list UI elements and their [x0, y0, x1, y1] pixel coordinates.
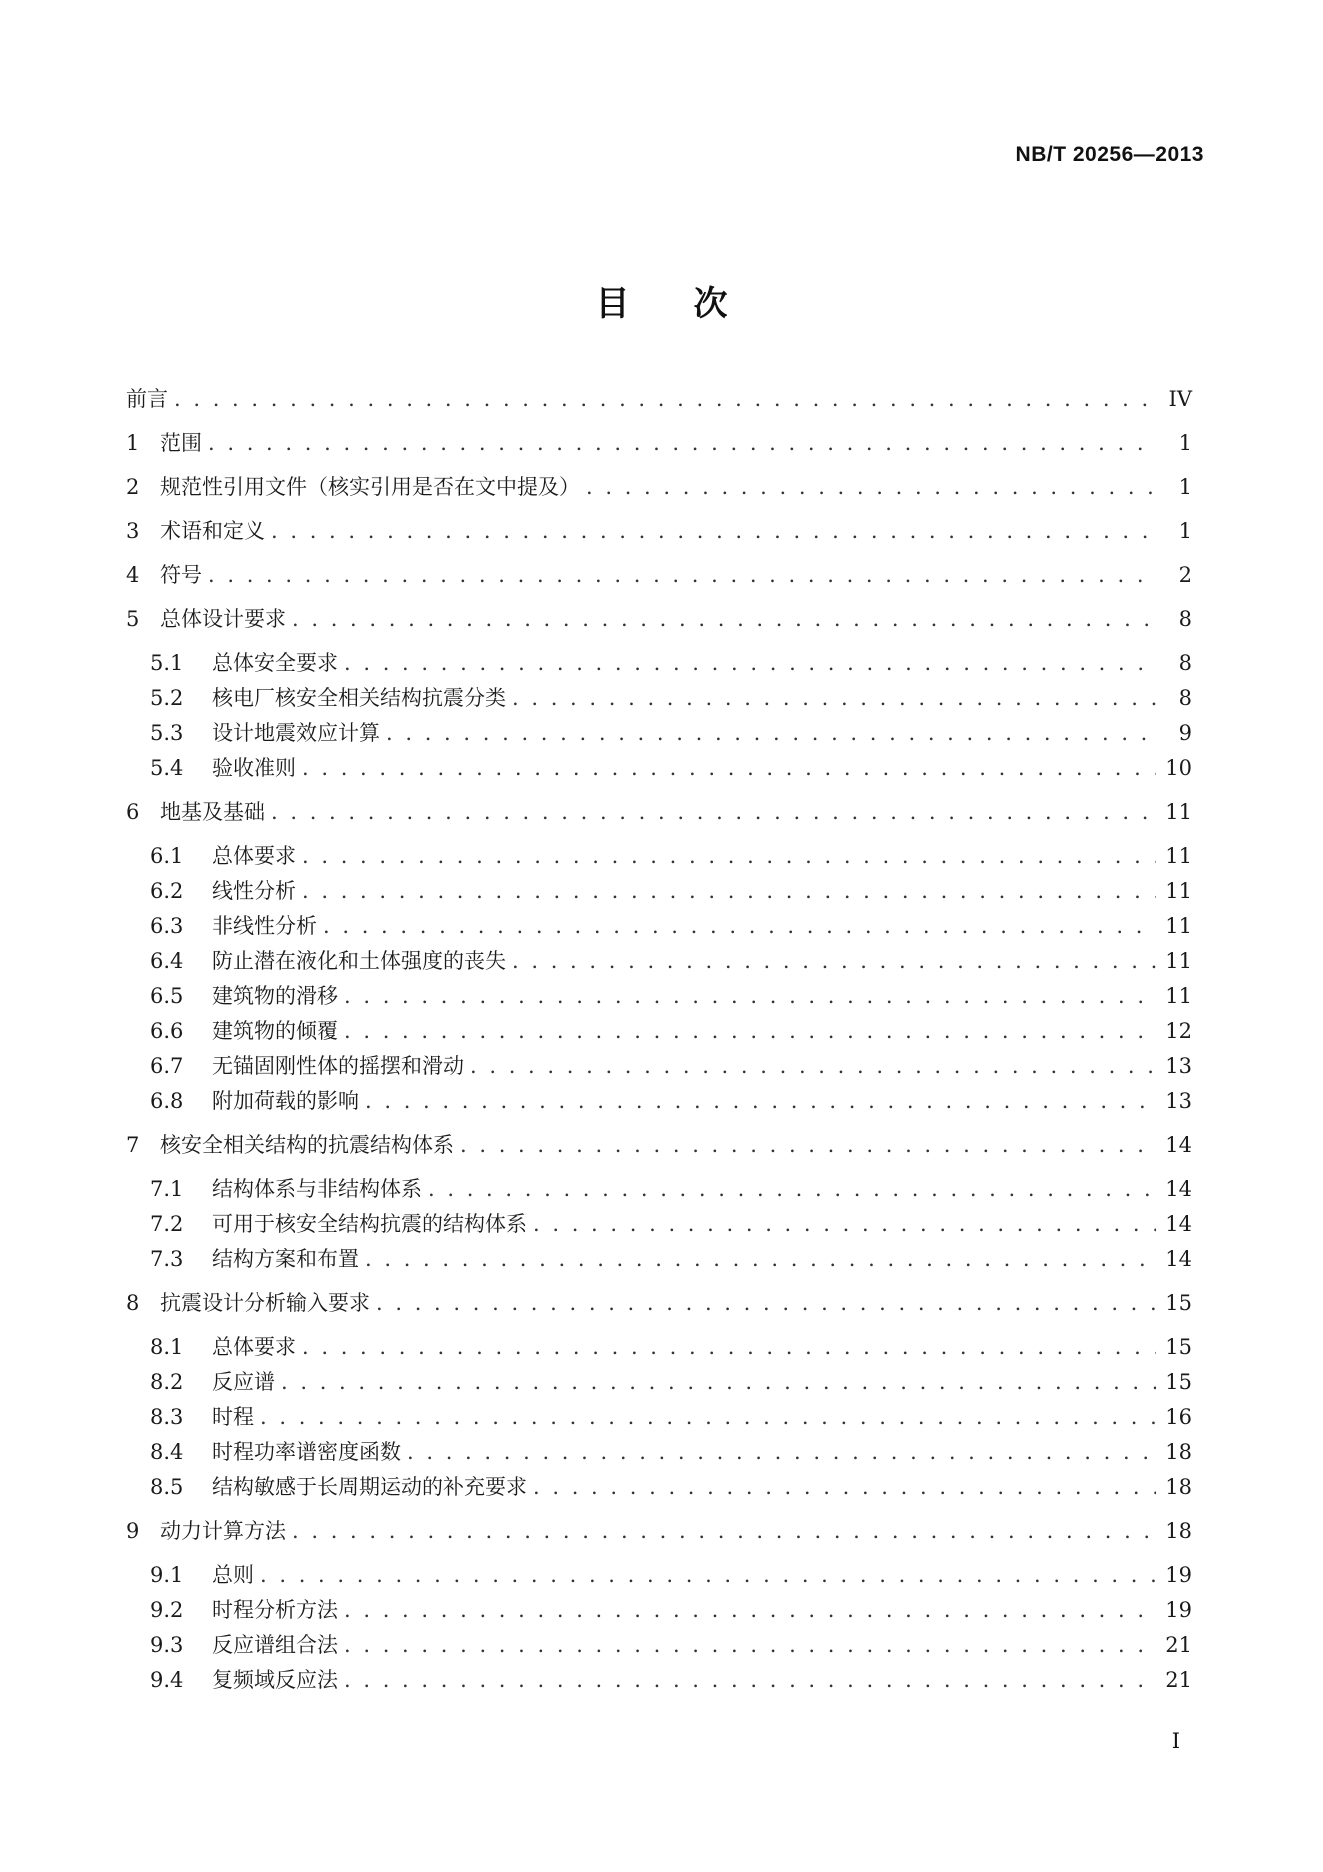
toc-entry-label: 核电厂核安全相关结构抗震分类 — [212, 686, 506, 710]
toc-section-entry[interactable] — [126, 1053, 1192, 1088]
dot-leader — [344, 1597, 1156, 1623]
dot-leader — [470, 1053, 1156, 1079]
toc-entry-page: 16 — [1165, 1405, 1192, 1429]
dot-leader — [174, 386, 1156, 412]
toc-entry-label: 线性分析 — [212, 879, 296, 903]
dot-leader — [533, 1211, 1156, 1237]
toc-entry-page: 1 — [1178, 519, 1192, 543]
dot-leader — [460, 1132, 1156, 1158]
toc-chapter-entry[interactable] — [126, 1290, 1192, 1334]
toc-section-entry[interactable] — [126, 1597, 1192, 1632]
toc-chapter-entry[interactable] — [126, 1132, 1192, 1176]
toc-entry-label: 前言 — [126, 387, 168, 411]
dot-leader — [260, 1562, 1156, 1588]
toc-entry-label: 防止潜在液化和土体强度的丧失 — [212, 949, 506, 973]
toc-entry-page: 13 — [1165, 1089, 1192, 1113]
toc-section-entry[interactable] — [126, 1632, 1192, 1667]
toc-entry-label: 结构体系与非结构体系 — [212, 1177, 422, 1201]
toc-entry-page: 8 — [1178, 651, 1192, 675]
dot-leader — [302, 878, 1156, 904]
toc-section-entry[interactable] — [126, 650, 1192, 685]
toc-entry-page: 18 — [1165, 1440, 1192, 1464]
dot-leader — [292, 606, 1156, 632]
toc-entry-number: 4 — [126, 563, 140, 587]
dot-leader — [344, 1667, 1156, 1693]
toc-entry-label: 时程分析方法 — [212, 1598, 338, 1622]
toc-entry-page: 15 — [1165, 1291, 1192, 1315]
toc-entry-number: 6.3 — [150, 914, 184, 938]
toc-entry-number: 7 — [126, 1133, 140, 1157]
toc-entry-number: 6.8 — [150, 1089, 184, 1113]
toc-entry-page: 8 — [1178, 686, 1192, 710]
toc-entry-number: 5.3 — [150, 721, 184, 745]
toc-entry-page: 10 — [1165, 756, 1192, 780]
toc-entry-page: 13 — [1165, 1054, 1192, 1078]
toc-entry-number: 6.2 — [150, 879, 184, 903]
toc-entry-number: 8.5 — [150, 1475, 184, 1499]
toc-entry-number: 8.3 — [150, 1405, 184, 1429]
toc-chapter-entry[interactable] — [126, 799, 1192, 843]
toc-section-entry[interactable] — [126, 1176, 1192, 1211]
toc-entry-page: 21 — [1165, 1668, 1192, 1692]
dot-leader — [271, 799, 1156, 825]
dot-leader — [323, 913, 1156, 939]
toc-section-entry[interactable] — [126, 1404, 1192, 1439]
dot-leader — [281, 1369, 1156, 1395]
dot-leader — [260, 1404, 1156, 1430]
dot-leader — [365, 1088, 1156, 1114]
toc-entry-label: 总则 — [212, 1563, 254, 1587]
dot-leader — [586, 474, 1156, 500]
dot-leader — [428, 1176, 1156, 1202]
toc-entry-page: 15 — [1165, 1370, 1192, 1394]
toc-entry-page: 14 — [1165, 1133, 1192, 1157]
toc-entry-label: 建筑物的倾覆 — [212, 1019, 338, 1043]
toc-entry-page: 21 — [1165, 1633, 1192, 1657]
toc-chapter-entry[interactable] — [126, 606, 1192, 650]
title-char-1: 目 — [595, 284, 630, 324]
toc-entry-number: 3 — [126, 519, 140, 543]
toc-chapter-entry[interactable] — [126, 430, 1192, 474]
dot-leader — [292, 1518, 1156, 1544]
toc-entry-label: 规范性引用文件（核实引用是否在文中提及） — [160, 475, 580, 499]
dot-leader — [344, 983, 1156, 1009]
toc-entry-number: 8.1 — [150, 1335, 184, 1359]
dot-leader — [512, 948, 1156, 974]
toc-entry-page: 19 — [1165, 1563, 1192, 1587]
toc-entry-page: 19 — [1165, 1598, 1192, 1622]
toc-entry-number: 5.4 — [150, 756, 184, 780]
toc-entry-label: 核安全相关结构的抗震结构体系 — [160, 1133, 454, 1157]
toc-section-entry[interactable] — [126, 1562, 1192, 1597]
toc-entry-label: 反应谱组合法 — [212, 1633, 338, 1657]
toc-entry-label: 结构敏感于长周期运动的补充要求 — [212, 1475, 527, 1499]
toc-entry-page: 1 — [1178, 431, 1192, 455]
toc-chapter-entry[interactable] — [126, 474, 1192, 518]
toc-entry-number: 2 — [126, 475, 140, 499]
toc-section-entry[interactable] — [126, 948, 1192, 983]
toc-entry-label: 设计地震效应计算 — [212, 721, 380, 745]
toc-section-entry[interactable] — [126, 1211, 1192, 1246]
toc-section-entry[interactable] — [126, 1246, 1192, 1290]
dot-leader — [512, 685, 1156, 711]
toc-entry-label: 非线性分析 — [212, 914, 317, 938]
toc-section-entry[interactable] — [126, 983, 1192, 1018]
toc-entry-label: 动力计算方法 — [160, 1519, 286, 1543]
toc-entry-label: 术语和定义 — [160, 519, 265, 543]
toc-entry-page: 1 — [1178, 475, 1192, 499]
toc-entry-label: 总体设计要求 — [160, 607, 286, 631]
toc-entry-label: 总体要求 — [212, 1335, 296, 1359]
toc-entry-number: 9 — [126, 1519, 140, 1543]
toc-entry-label: 反应谱 — [212, 1370, 275, 1394]
toc-entry-page: 18 — [1165, 1519, 1192, 1543]
toc-entry-number: 7.3 — [150, 1247, 184, 1271]
toc-entry-label: 无锚固刚性体的摇摆和滑动 — [212, 1054, 464, 1078]
toc-section-entry[interactable] — [126, 843, 1192, 878]
toc-entry-page: 11 — [1165, 914, 1192, 938]
dot-leader — [208, 562, 1156, 588]
toc-section-entry[interactable] — [126, 755, 1192, 799]
dot-leader — [344, 1018, 1156, 1044]
dot-leader — [271, 518, 1156, 544]
toc-entry-page: 14 — [1165, 1247, 1192, 1271]
toc-entry-label: 范围 — [160, 431, 202, 455]
toc-entry-page: 11 — [1165, 879, 1192, 903]
toc-entry-number: 6 — [126, 800, 140, 824]
toc-entry-page: 14 — [1165, 1177, 1192, 1201]
toc-entry-label: 总体要求 — [212, 844, 296, 868]
toc-chapter-entry[interactable] — [126, 518, 1192, 562]
toc-section-entry[interactable] — [126, 913, 1192, 948]
toc-section-entry[interactable] — [126, 1088, 1192, 1132]
toc-entry-number: 1 — [126, 431, 140, 455]
toc-entry-label: 总体安全要求 — [212, 651, 338, 675]
dot-leader — [376, 1290, 1156, 1316]
title-char-2: 次 — [693, 284, 728, 324]
toc-entry-label: 时程 — [212, 1405, 254, 1429]
dot-leader — [302, 1334, 1156, 1360]
toc-entry-page: 2 — [1178, 563, 1192, 587]
toc-chapter-entry[interactable] — [126, 562, 1192, 606]
toc-entry-page: 15 — [1165, 1335, 1192, 1359]
toc-entry-number: 6.5 — [150, 984, 184, 1008]
toc-entry-number: 9.1 — [150, 1563, 184, 1587]
toc-entry-number: 9.4 — [150, 1668, 184, 1692]
toc-entry-number: 9.2 — [150, 1598, 184, 1622]
toc-chapter-entry[interactable] — [126, 1518, 1192, 1562]
toc-section-entry[interactable] — [126, 878, 1192, 913]
toc-entry-page: 18 — [1165, 1475, 1192, 1499]
toc-entry-label: 建筑物的滑移 — [212, 984, 338, 1008]
toc-entry-label: 附加荷载的影响 — [212, 1089, 359, 1113]
toc-section-entry[interactable] — [126, 685, 1192, 720]
toc-entry-number: 5.2 — [150, 686, 184, 710]
toc-entry-page: IV — [1168, 387, 1192, 411]
toc-section-entry[interactable] — [126, 1667, 1192, 1711]
toc-entry-page: 8 — [1178, 607, 1192, 631]
standard-code: NB/T 20256—2013 — [1015, 143, 1204, 166]
toc-entry-page: 11 — [1165, 984, 1192, 1008]
toc-entry-number: 9.3 — [150, 1633, 184, 1657]
toc-entry-label: 地基及基础 — [160, 800, 265, 824]
toc-section-entry[interactable] — [126, 1369, 1192, 1404]
toc-entry-number: 8.2 — [150, 1370, 184, 1394]
toc-entry-number: 6.1 — [150, 844, 184, 868]
toc-entry-number: 8.4 — [150, 1440, 184, 1464]
dot-leader — [208, 430, 1156, 456]
toc-entry-label: 可用于核安全结构抗震的结构体系 — [212, 1212, 527, 1236]
dot-leader — [533, 1474, 1156, 1500]
dot-leader — [365, 1246, 1156, 1272]
toc-entry-number: 7.2 — [150, 1212, 184, 1236]
toc-entry-label: 抗震设计分析输入要求 — [160, 1291, 370, 1315]
toc-entry-number: 6.6 — [150, 1019, 184, 1043]
dot-leader — [386, 720, 1156, 746]
dot-leader — [344, 650, 1156, 676]
dot-leader — [407, 1439, 1156, 1465]
dot-leader — [344, 1632, 1156, 1658]
toc-entry-number: 5.1 — [150, 651, 184, 675]
table-of-contents — [126, 386, 1192, 1711]
toc-entry-number: 7.1 — [150, 1177, 184, 1201]
toc-entry-number: 8 — [126, 1291, 140, 1315]
toc-entry-page: 14 — [1165, 1212, 1192, 1236]
toc-entry-page: 9 — [1178, 721, 1192, 745]
toc-section-entry[interactable] — [126, 1018, 1192, 1053]
page-title — [0, 276, 1323, 325]
toc-entry-page: 12 — [1165, 1019, 1192, 1043]
toc-entry-number: 6.7 — [150, 1054, 184, 1078]
toc-section-entry[interactable] — [126, 1474, 1192, 1518]
toc-entry-page: 11 — [1165, 844, 1192, 868]
toc-section-entry[interactable] — [126, 1439, 1192, 1474]
toc-entry-number: 5 — [126, 607, 140, 631]
dot-leader — [302, 755, 1156, 781]
toc-section-entry[interactable] — [126, 1334, 1192, 1369]
toc-chapter-entry[interactable] — [126, 386, 1192, 430]
toc-entry-label: 结构方案和布置 — [212, 1247, 359, 1271]
toc-section-entry[interactable] — [126, 720, 1192, 755]
toc-entry-page: 11 — [1165, 800, 1192, 824]
toc-entry-label: 符号 — [160, 563, 202, 587]
page-number: I — [1171, 1729, 1180, 1753]
toc-entry-page: 11 — [1165, 949, 1192, 973]
toc-entry-label: 时程功率谱密度函数 — [212, 1440, 401, 1464]
toc-entry-number: 6.4 — [150, 949, 184, 973]
dot-leader — [302, 843, 1156, 869]
toc-entry-label: 复频域反应法 — [212, 1668, 338, 1692]
toc-entry-label: 验收准则 — [212, 756, 296, 780]
